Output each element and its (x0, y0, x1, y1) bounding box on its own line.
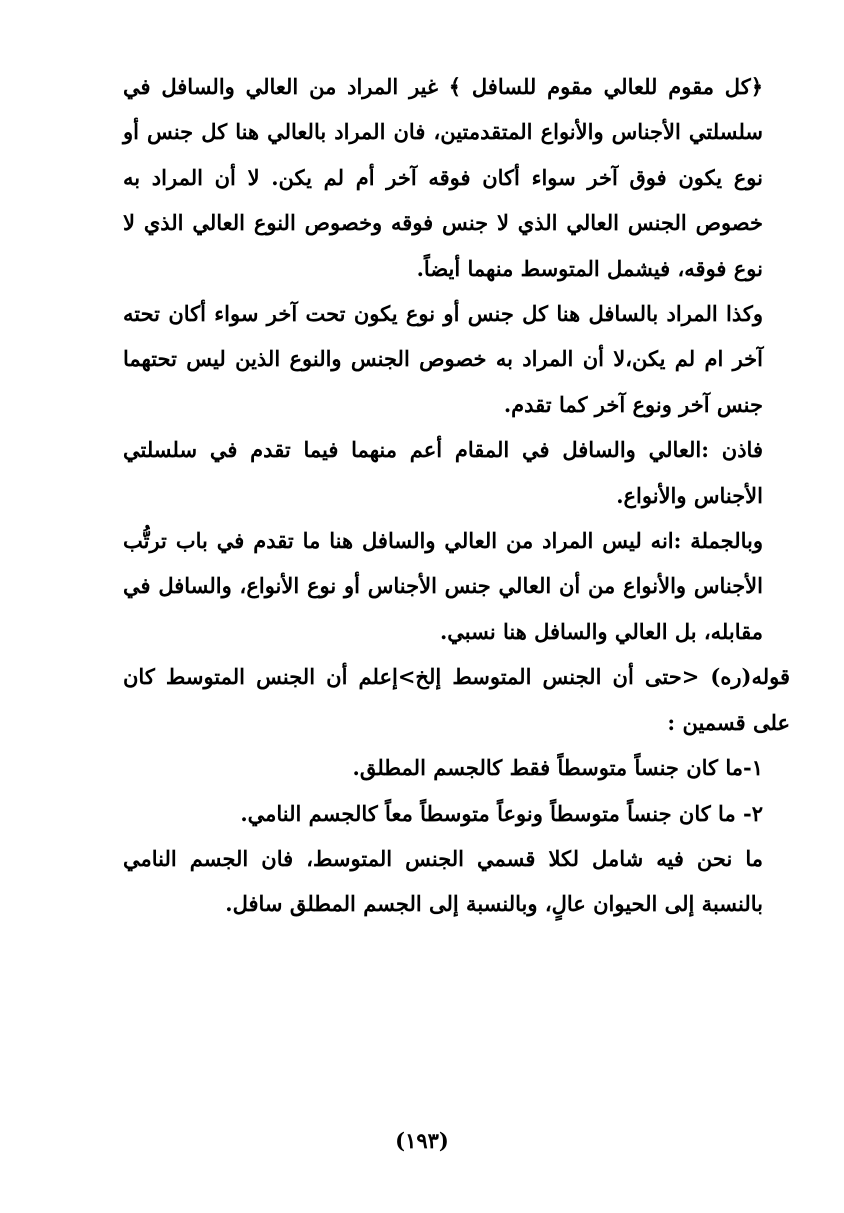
page-body-text (123, 64, 790, 927)
paragraph-commentary-quote: قوله(ره) <حتى أن الجنس المتوسط إلخ>إعلم أن الجنس المتوسط كان على قسمين : (123, 664, 790, 735)
paragraph-therefore: فاذن :العالي والسافل في المقام أعم منهما فيما تقدم في سلسلتي الأجناس والأنواع. (123, 437, 763, 508)
list-item-2: ٢- ما كان جنساً متوسطاً ونوعاً متوسطاً معاً كالجسم النامي. (240, 800, 763, 826)
paragraph-in-summary: وبالجملة :انه ليس المراد من العالي والسافل هنا ما تقدم في باب ترتُّب الأجناس والأنواع من أن العالي جنس الأجناس أو نوع الأنواع، والسافل في مقابله، بل العالي والسافل هنا نسبي. (123, 528, 763, 644)
page-number: (١٩٣) (395, 1128, 449, 1153)
paragraph-conclusion: ما نحن فيه شامل لكلا قسمي الجنس المتوسط، فان الجسم النامي بالنسبة إلى الحيوان عالٍ، وبالنسبة إلى الجسم المطلق سافل. (123, 845, 763, 917)
paragraph-definition-of-lower: وكذا المراد بالسافل هنا كل جنس أو نوع يكون تحت آخر سواء أكان تحته آخر ام لم يكن،لا أن المراد به خصوص الجنس والنوع الذين ليس تحتهما جنس آخر ونوع آخر كما تقدم. (123, 301, 763, 417)
paragraph-definition-of-upper: ﴿كل مقوم للعالي مقوم للسافل ﴾ غير المراد من العالي والسافل في سلسلتي الأجناس والأنواع المتقدمتين، فان المراد بالعالي هنا كل جنس أو نوع يكون فوق آخر سواء أكان فوقه آخر أم لم يكن. لا أن المراد به خصوص الجنس العالي الذي لا جنس فوقه وخصوص النوع العالي الذي لا نوع فوقه، فيشمل المتوسط منهما أيضاً. (123, 74, 763, 281)
list-item-1: ١-ما كان جنساً متوسطاً فقط كالجسم المطلق. (352, 755, 763, 781)
